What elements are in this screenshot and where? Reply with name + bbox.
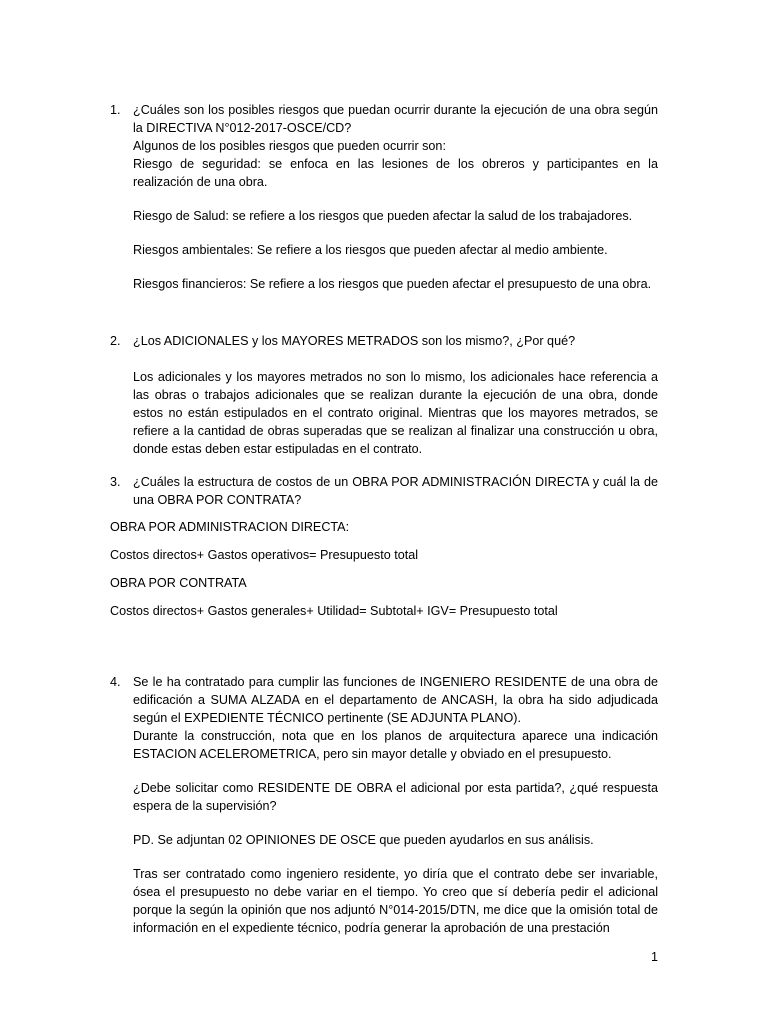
question-1 xyxy=(110,101,658,293)
risk-item: Riesgo de seguridad: se enfoca en las lesiones de los obreros y participantes en la realización de una obra. xyxy=(133,157,658,189)
question-number: 1. xyxy=(110,103,121,117)
question-3 xyxy=(110,473,658,509)
risk-item: Riesgo de Salud: se refiere a los riesgos que pueden afectar la salud de los trabajadores. xyxy=(133,209,633,223)
answer-text: Tras ser contratado como ingeniero residente, yo diría que el contrato debe ser invariable, ósea el presupuesto no debe variar en el tiempo. Yo creo que sí debería pedir el adicional porque la según la opinión que nos adjuntó N°014-2015/DTN, me dice que la omisión total de información en el expediente técnico, podría generar la aprobación de una prestación xyxy=(133,867,658,935)
question-2 xyxy=(110,332,658,350)
statement-text: Se le ha contratado para cumplir las funciones de INGENIERO RESIDENTE de una obra de edificación a SUMA ALZADA en el departamento de ANCASH, la obra ha sido adjudicada según el EXPEDIENTE TÉCNICO pertinente (SE ADJUNTA PLANO). xyxy=(133,675,658,725)
question-number: 4. xyxy=(110,675,121,689)
risk-item: Riesgos financieros: Se refiere a los riesgos que pueden afectar el presupuesto de una obra. xyxy=(133,277,652,291)
question-text: ¿Los ADICIONALES y los MAYORES METRADOS son los mismo?, ¿Por qué? xyxy=(133,334,576,348)
answer-intro: Algunos de los posibles riesgos que pueden ocurrir son: xyxy=(133,139,446,153)
question-text: ¿Debe solicitar como RESIDENTE DE OBRA el adicional por esta partida?, ¿qué respuesta espera de la supervisión? xyxy=(133,781,658,813)
admin-title: OBRA POR ADMINISTRACION DIRECTA: xyxy=(110,520,350,534)
question-4 xyxy=(110,673,658,937)
question-text: ¿Cuáles la estructura de costos de un OBRA POR ADMINISTRACIÓN DIRECTA y cuál la de una OBRA POR CONTRATA? xyxy=(133,475,658,507)
admin-formula: Costos directos+ Gastos operativos= Presupuesto total xyxy=(110,548,419,562)
question-number: 3. xyxy=(110,475,121,489)
answer-2 xyxy=(133,368,658,458)
risk-item: Riesgos ambientales: Se refiere a los riesgos que pueden afectar al medio ambiente. xyxy=(133,243,608,257)
contrata-title: OBRA POR CONTRATA xyxy=(110,576,247,590)
page-number: 1 xyxy=(651,950,659,964)
answer-text: Los adicionales y los mayores metrados no son lo mismo, los adicionales hace referencia a las obras o trabajos adicionales que se realizan durante la ejecución de una obra, donde estos no están estipulados en el contrato original. Mientras que los mayores metrados, se refiere a la cantidad de obras superadas que se realizan al finalizar una construcción u obra, donde estas deben estar estipuladas en el contrato. xyxy=(133,370,658,456)
statement-text: Durante la construcción, nota que en los planos de arquitectura aparece una indicación ESTACION ACELEROMETRICA, pero sin mayor detalle y obviado en el presupuesto. xyxy=(133,729,658,761)
note-text: PD. Se adjuntan 02 OPINIONES DE OSCE que pueden ayudarlos en sus análisis. xyxy=(133,833,594,847)
question-number: 2. xyxy=(110,334,121,348)
contrata-formula: Costos directos+ Gastos generales+ Utilidad= Subtotal+ IGV= Presupuesto total xyxy=(110,604,558,618)
question-text: ¿Cuáles son los posibles riesgos que puedan ocurrir durante la ejecución de una obra según la DIRECTIVA N°012-2017-OSCE/CD? xyxy=(133,103,658,135)
